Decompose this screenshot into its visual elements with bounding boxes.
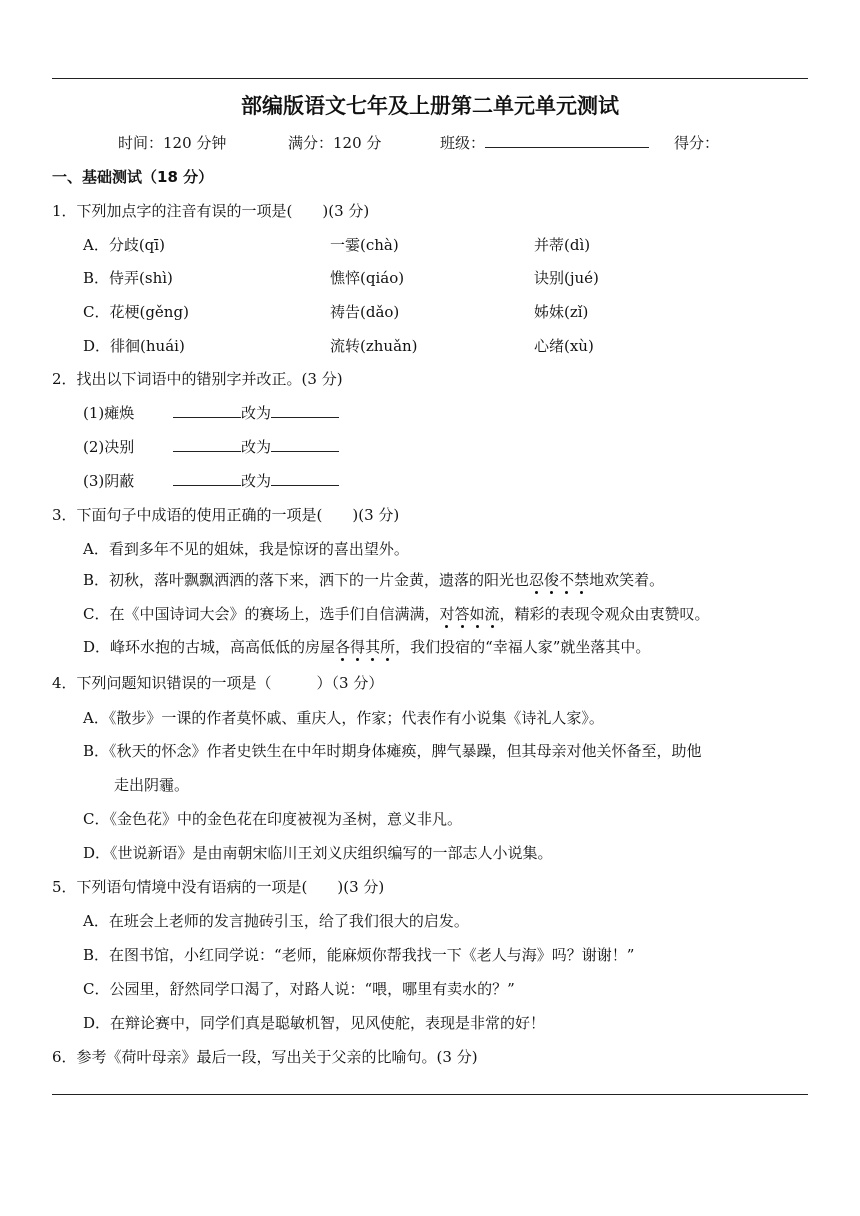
option-text: 一霎(chà) [330,236,399,254]
emphasis-char: 忍 [529,571,545,589]
q2-item-2 [83,436,339,458]
q5-option-d[interactable]: D．在辩论赛中，同学们真是聪敏机智，见风使舵，表现是非常的好！ [83,1014,546,1032]
option-text: ，精彩的表现令观众由衷赞叹。 [499,605,710,623]
q5-option-c[interactable]: C．公园里，舒然同学口渴了，对路人说：“喂，哪里有卖水的？” [83,980,515,998]
wrong-char-blank[interactable] [173,451,241,452]
option-text: B．侍弄(shì) [83,269,173,287]
question-1-stem: 1．下列加点字的注音有误的一项是( )(3 分) [52,202,370,220]
question-2-stem: 2．找出以下词语中的错别字并改正。(3 分) [52,370,343,388]
q2-item-1 [83,402,339,424]
wrong-word: (1)瘫焕 [83,404,135,422]
q3-option-b[interactable] [83,569,664,591]
change-label: 改为 [241,404,272,422]
class-field[interactable] [440,132,649,153]
emphasis-char: 流 [484,605,500,623]
emphasis-char: 禁 [574,571,590,589]
option-text: C．在《中国诗词大会》的赛场上，选手们自信满满， [83,605,440,623]
change-label: 改为 [241,472,272,490]
section-heading: 一、基础测试（18 分） [52,168,214,186]
question-4-stem: 4．下列问题知识错误的一项是（ ）（3 分） [52,674,384,692]
q4-option-b-cont: 走出阴霾。 [114,776,190,794]
option-text: B．初秋，落叶飘飘洒洒的落下来，洒下的一片金黄，遗落的阳光也 [83,571,530,589]
change-label: 改为 [241,438,272,456]
option-text: 祷告(dǎo) [330,303,400,321]
option-text: 并蒂(dì) [534,236,591,254]
option-text: C．花梗(gěng) [83,303,189,321]
full-score-info: 满分：120 分 [288,134,382,152]
q5-option-a[interactable]: A．在班会上老师的发言抛砖引玉，给了我们很大的启发。 [83,912,469,930]
dotted-idiom [439,605,499,623]
q4-option-c[interactable]: C．《金色花》中的金色花在印度被视为圣树，意义非凡。 [83,810,462,828]
score-label: 得分： [674,134,720,152]
answer-line[interactable] [52,1094,808,1095]
page-title: 部编版语文七年及上册第二单元单元测试 [241,94,619,118]
option-text: 诀别(jué) [534,269,599,287]
wrong-word: (2)决别 [83,438,135,456]
emphasis-char: 如 [469,605,485,623]
dotted-idiom [529,571,589,589]
emphasis-char: 俊 [544,571,560,589]
time-info: 时间：120 分钟 [118,134,227,152]
q3-option-d[interactable] [83,636,650,658]
q3-option-a[interactable]: A．看到多年不见的姐妹，我是惊讶的喜出望外。 [83,540,409,558]
class-blank[interactable] [485,147,649,148]
option-text: 流转(zhuǎn) [330,337,418,355]
option-text: ，我们投宿的“幸福人家”就坐落其中。 [395,638,651,656]
wrong-char-blank[interactable] [173,417,241,418]
emphasis-char: 得 [350,638,366,656]
q4-option-a[interactable]: A．《散步》一课的作者莫怀戚、重庆人，作家；代表作有小说集《诗礼人家》。 [83,709,604,727]
top-rule [52,78,808,79]
option-text: 心绪(xù) [534,337,594,355]
q5-option-b[interactable]: B．在图书馆，小红同学说：“老师，能麻烦你帮我找一下《老人与海》吗？谢谢！” [83,946,635,964]
emphasis-char: 答 [454,605,470,623]
wrong-char-blank[interactable] [173,485,241,486]
option-text: D．峰环水抱的古城，高高低低的房屋 [83,638,336,656]
option-text: A．分歧(qī) [83,236,165,254]
correct-char-blank[interactable] [271,485,339,486]
correct-char-blank[interactable] [271,451,339,452]
option-text: 姊妹(zǐ) [534,303,589,321]
correct-char-blank[interactable] [271,417,339,418]
class-label: 班级： [440,134,486,152]
dotted-idiom [335,638,395,656]
option-text: 地欢笑着。 [589,571,665,589]
question-3-stem: 3．下面句子中成语的使用正确的一项是( )(3 分) [52,506,400,524]
emphasis-char: 对 [439,605,455,623]
emphasis-char: 所 [380,638,396,656]
q4-option-b[interactable]: B．《秋天的怀念》作者史铁生在中年时期身体瘫痪，脾气暴躁，但其母亲对他关怀备至，助他 [83,742,702,760]
q4-option-d[interactable]: D．《世说新语》是由南朝宋临川王刘义庆组织编写的一部志人小说集。 [83,844,553,862]
emphasis-char: 各 [335,638,351,656]
q2-item-3 [83,470,339,492]
wrong-word: (3)阴蔽 [83,472,135,490]
option-text: 憔悴(qiáo) [330,269,405,287]
question-5-stem: 5．下列语句情境中没有语病的一项是( )(3 分) [52,878,385,896]
option-text: D．徘徊(huái) [83,337,185,355]
emphasis-char: 不 [559,571,575,589]
question-6-stem: 6．参考《荷叶母亲》最后一段，写出关于父亲的比喻句。(3 分) [52,1048,478,1066]
emphasis-char: 其 [365,638,381,656]
q3-option-c[interactable] [83,603,710,625]
